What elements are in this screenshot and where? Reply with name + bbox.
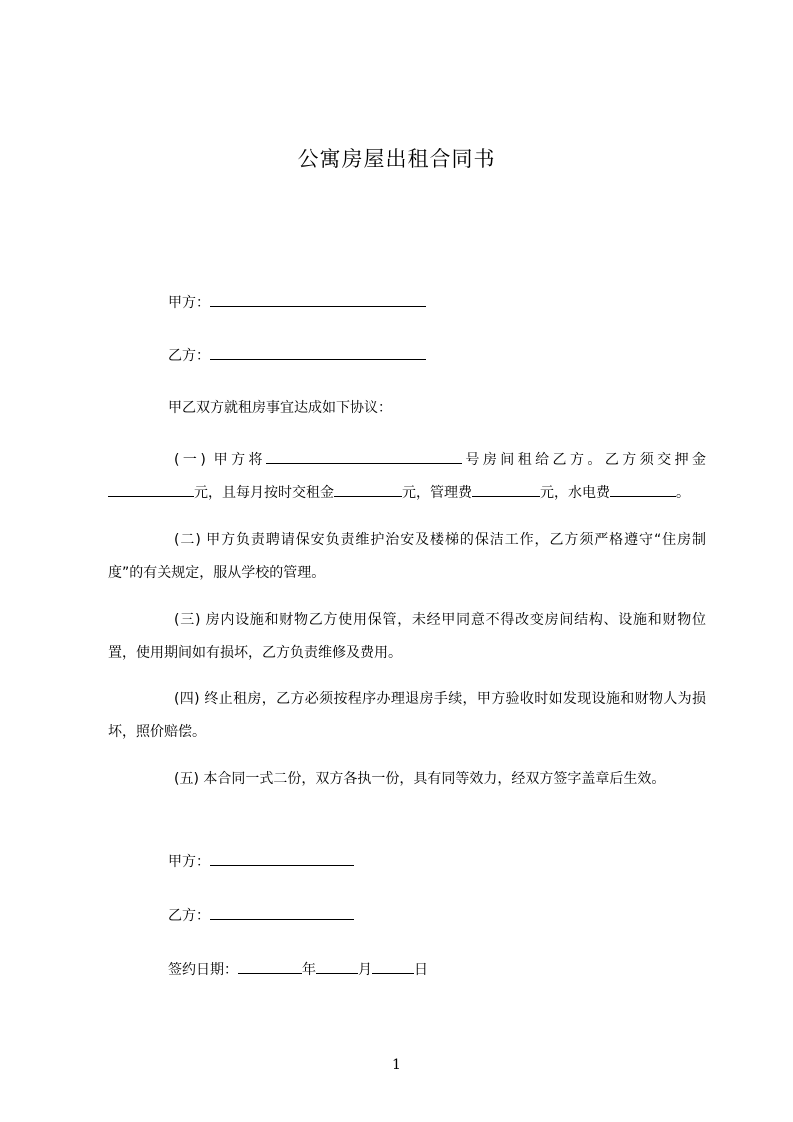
page-number: 1 [392, 1057, 401, 1073]
signature-party-b-blank[interactable] [210, 904, 354, 920]
clause-1-text-b: 号房间租给乙方。乙方须交押金 [461, 452, 707, 468]
clause-1 [108, 444, 706, 510]
clause-3: (三) 房内设施和财物乙方使用保管，未经甲同意不得改变房间结构、设施和财物位置，使用期间如有损坏，乙方负责维修及费用。 [108, 612, 706, 661]
clause-1-text-d: 元，管理费 [402, 485, 472, 501]
signature-party-b-line [168, 904, 354, 926]
document-title: 公寓房屋出租合同书 [297, 147, 496, 171]
rent-blank[interactable] [334, 481, 402, 497]
month-blank[interactable] [316, 958, 358, 974]
clause-4: (四) 终止租房，乙方必须按程序办理退房手续，甲方验收时如发现设施和财物人为损坏，照价赔偿。 [108, 691, 706, 740]
party-b-blank[interactable] [210, 344, 426, 360]
deposit-blank[interactable] [108, 481, 194, 497]
clause-1-text-a: (一) 甲方将 [174, 452, 266, 468]
signature-party-b-label: 乙方： [168, 908, 210, 924]
clause-1-text-f: 。 [676, 485, 690, 501]
signature-party-a-label: 甲方： [168, 854, 210, 870]
signing-date-line [168, 958, 428, 980]
party-b-line [168, 344, 426, 366]
intro-text: 甲乙双方就租房事宜达成如下协议： [168, 400, 392, 416]
room-number-blank[interactable] [266, 448, 462, 464]
day-blank[interactable] [372, 958, 414, 974]
day-label: 日 [414, 962, 428, 978]
month-label: 月 [358, 962, 372, 978]
party-a-label: 甲方： [168, 295, 210, 311]
party-a-line [168, 291, 426, 313]
signing-date-label: 签约日期： [168, 962, 238, 978]
year-blank[interactable] [238, 958, 302, 974]
management-fee-blank[interactable] [472, 481, 540, 497]
party-b-label: 乙方： [168, 348, 210, 364]
utilities-blank[interactable] [610, 481, 676, 497]
party-a-blank[interactable] [210, 291, 426, 307]
year-label: 年 [302, 962, 316, 978]
clause-5: (五) 本合同一式二份，双方各执一份，具有同等效力，经双方签字盖章后生效。 [174, 771, 666, 787]
clause-1-text-e: 元，水电费 [540, 485, 610, 501]
clause-1-text-c: 元，且每月按时交租金 [194, 485, 334, 501]
signature-party-a-blank[interactable] [210, 850, 354, 866]
clause-2: (二) 甲方负责聘请保安负责维护治安及楼梯的保洁工作，乙方须严格遵守“住房制度”的有关规定，服从学校的管理。 [108, 532, 706, 581]
signature-party-a-line [168, 850, 354, 872]
